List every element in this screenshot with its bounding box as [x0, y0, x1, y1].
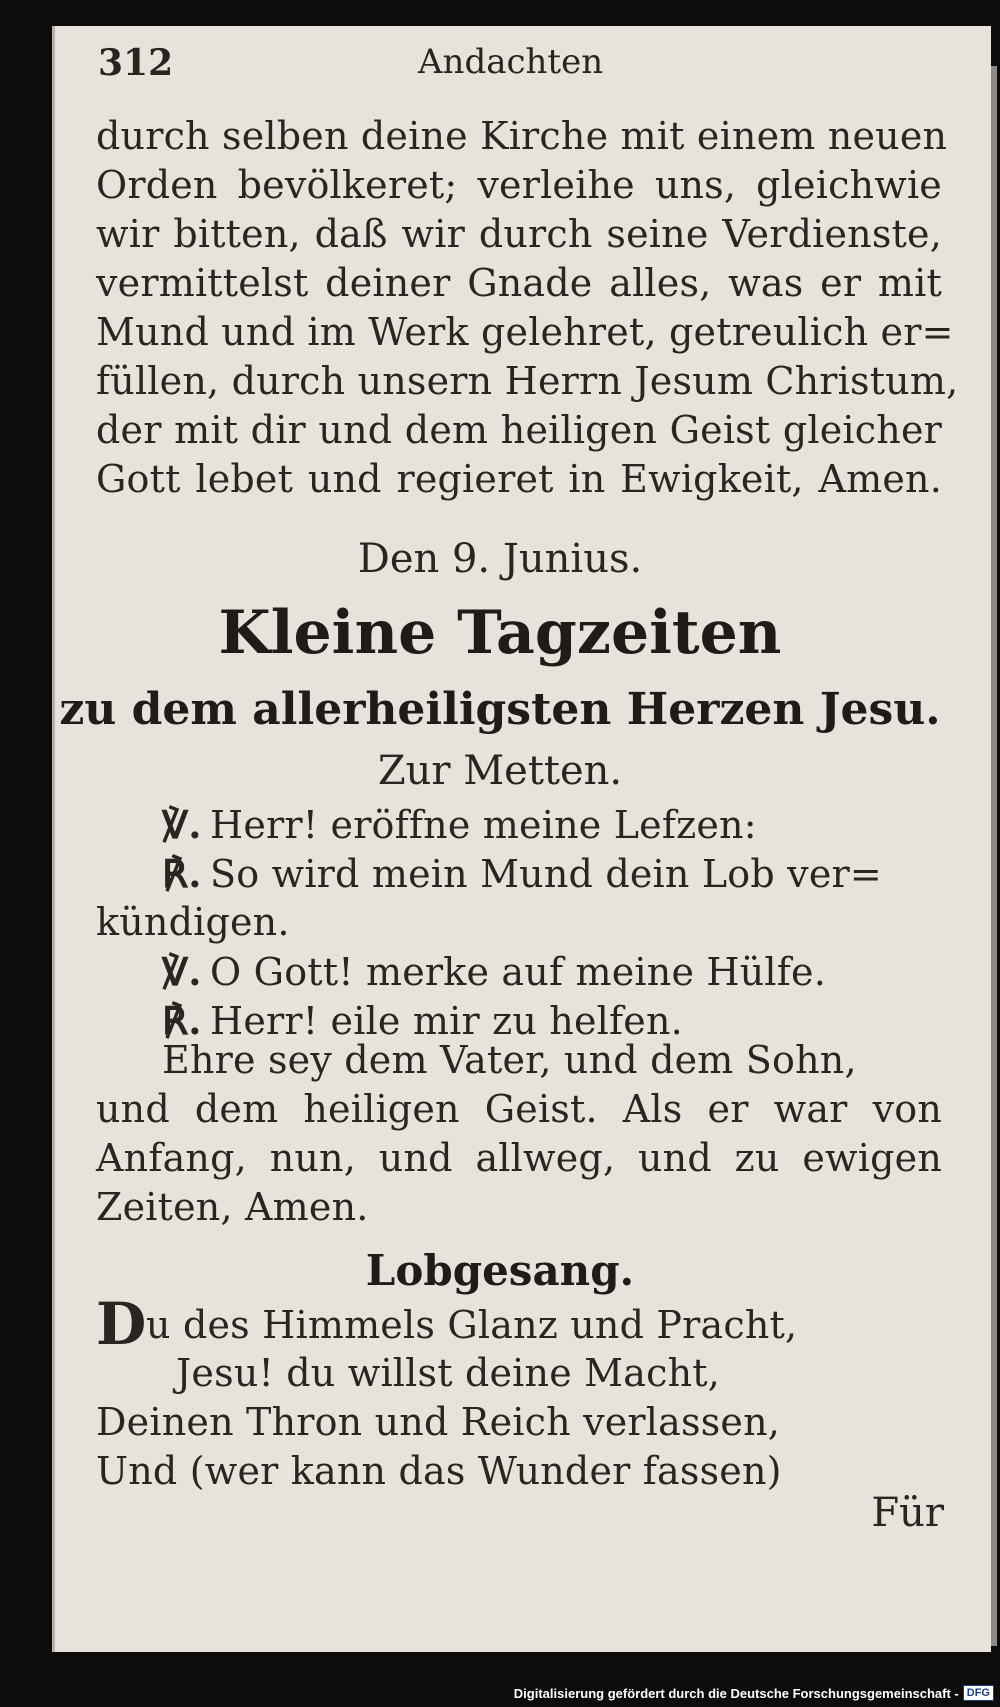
doxology-line: Anfang, nun, und allweg, und zu ewigen [96, 1136, 942, 1180]
section-date: Den 9. Junius. [357, 536, 643, 582]
versicle-text: Herr! eröffne meine Lefzen: [210, 803, 757, 847]
doxology-line: Ehre sey dem Vater, und dem Sohn, [162, 1038, 857, 1082]
prayer-line: wir bitten, daß wir durch seine Verdienste, [96, 212, 942, 256]
prayer-line: Orden bevölkeret; verleihe uns, gleichwie [96, 163, 942, 207]
digitization-footer [514, 1685, 994, 1701]
versicle-line [96, 800, 942, 849]
doxology-line: und dem heiligen Geist. Als er war von [96, 1087, 942, 1131]
hymn-line: Deinen Thron und Reich verlassen, [96, 1400, 781, 1444]
page-number: 312 [98, 42, 174, 84]
footer-text: Digitalisierung gefördert durch die Deutsche Forschungsgemeinschaft - [513, 1685, 959, 1701]
running-head: Andachten [418, 42, 604, 82]
response-text: So wird mein Mund dein Lob ver= [210, 852, 882, 896]
prayer-line: Gott lebet und regieret in Ewigkeit, Amen. [96, 457, 942, 501]
hymn-title: Lobgesang. [365, 1246, 635, 1295]
office-heading: Zur Metten. [377, 748, 623, 794]
hymn-line-text: u des Himmels Glanz und Pracht, [146, 1303, 798, 1347]
hymn-text [96, 1290, 856, 1496]
response-text: Herr! eile mir zu helfen. [210, 999, 683, 1043]
section-subtitle: zu dem allerheiligsten Herzen Jesu. [59, 684, 941, 735]
prayer-line: vermittelst deiner Gnade alles, was er mit [96, 261, 942, 305]
response-continuation: kündigen. [96, 900, 290, 944]
versicle-symbol: ℣. [162, 802, 202, 847]
versicle-line [96, 947, 942, 996]
page-header [98, 42, 938, 92]
prayer-line: füllen, durch unsern Herrn Jesum Christum, [96, 359, 959, 403]
response-symbol: ℟. [162, 851, 202, 896]
versicle-symbol: ℣. [162, 949, 202, 994]
hymn-line [96, 1290, 856, 1358]
doxology [96, 1036, 942, 1232]
versicles [96, 800, 942, 1045]
prayer-line: der mit dir und dem heiligen Geist gleicher [96, 408, 942, 452]
catchword: Für [871, 1490, 944, 1536]
hymn-line: Und (wer kann das Wunder fassen) [96, 1449, 782, 1493]
page-edge [991, 66, 997, 1646]
section-title: Kleine Tagzeiten [218, 598, 782, 668]
prayer-line: Mund und im Werk gelehret, getreulich er= [96, 310, 954, 354]
dfg-logo: DFG [963, 1685, 994, 1701]
hymn-line: Jesu! du willst deine Macht, [176, 1351, 721, 1395]
prayer-line: durch selben deine Kirche mit einem neuen [96, 114, 948, 158]
drop-cap: D [96, 1290, 147, 1358]
prayer-text [96, 112, 959, 504]
response-symbol: ℟. [162, 998, 202, 1043]
versicle-text: O Gott! merke auf meine Hülfe. [210, 950, 827, 994]
response-line [96, 849, 942, 898]
doxology-line: Zeiten, Amen. [96, 1185, 369, 1229]
